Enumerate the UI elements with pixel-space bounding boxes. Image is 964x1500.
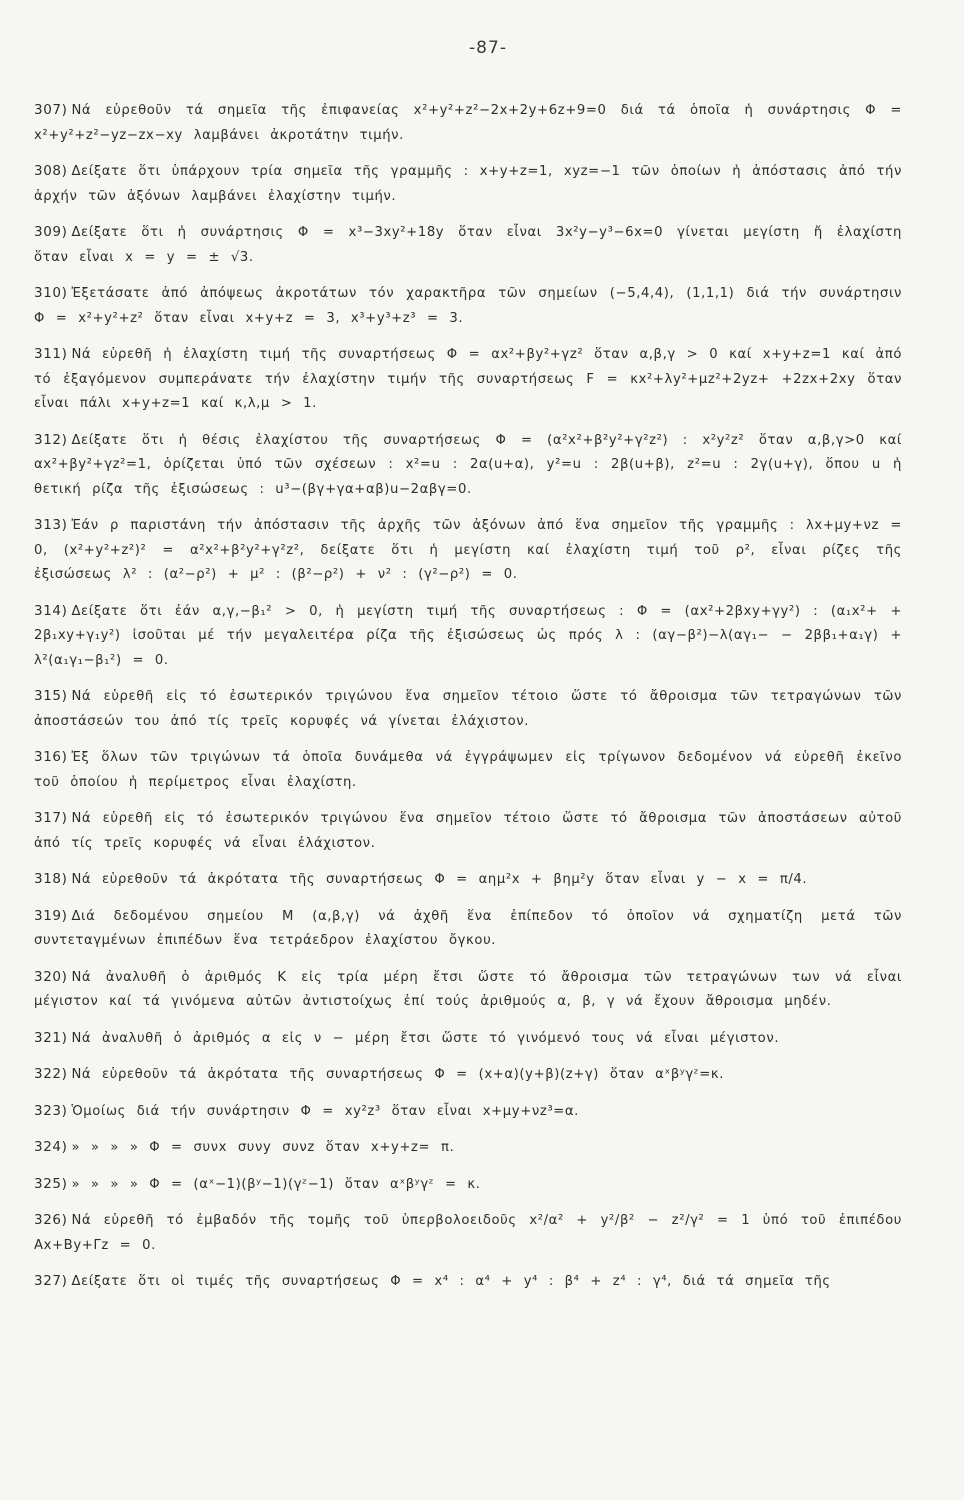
problem-number: 308) [34,163,68,179]
problem-item [34,281,902,331]
problem-text: Δείξατε ὅτι ἐάν α,γ,−β₁² > 0, ἡ μεγίστη τιμή τῆς συναρτήσεως : Φ = (αx²+2βxy+γy²) : (α₁x²+ + 2β₁xy+γ₁y²) ἰσοῦται μέ τήν μεγαλειτέρα ρίζα τῆς ἐξισώσεως ὡς πρός λ : (αγ−β²)−λ(αγ₁− − 2ββ₁+α₁γ) + λ²(α₁γ₁−β₁²) = 0. [34,603,902,668]
problem-item [34,1172,902,1198]
problem-text: Νά εὑρεθῆ εἰς τό ἐσωτερικόν τριγώνου ἕνα σημεῖον τέτοιο ὥστε τό ἄθροισμα τῶν τετραγώνων τῶν ἀποστάσεών του ἀπό τίς τρεῖς κορυφές νά γίνεται ἐλάχιστον. [34,689,902,729]
problem-item [34,1099,902,1125]
problem-number: 320) [34,968,68,985]
problem-item [34,867,902,893]
problem-number: 312) [34,431,68,448]
problem-text: Νά εὑρεθοῦν τά ἀκρότατα τῆς συναρτήσεως Φ = αημ²x + βημ²y ὅταν εἶναι y − x = π/4. [71,872,808,887]
problem-item [34,1269,902,1295]
problem-number: 310) [34,285,68,301]
problem-item [34,428,902,503]
problem-text: Δείξατε ὅτι ἡ συνάρτησις Φ = x³−3xy²+18y ὅταν εἶναι 3x²y−y³−6x=0 γίνεται μεγίστη ἤ ἐλαχίστη ὅταν εἶναι x = y = ± √3. [34,225,902,265]
problem-item [34,98,902,148]
problem-number: 313) [34,517,68,533]
problem-text: Δείξατε ὅτι ὑπάρχουν τρία σημεῖα τῆς γραμμῆς : x+y+z=1, xyz=−1 τῶν ὁποίων ἡ ἀπόστασις ἀπό τήν ἀρχήν τῶν ἀξόνων λαμβάνει ἐλαχίστην τιμήν. [34,164,902,204]
problem-number: 314) [34,602,68,619]
problem-text: Δείξατε ὅτι ἡ θέσις ἐλαχίστου τῆς συναρτήσεως Φ = (α²x²+β²y²+γ²z²) : x²y²z² ὅταν α,β,γ>0 καί αx²+βy²+γz²=1, ὁρίζεται ὑπό τῶν σχέσεων : x²=u : 2α(u+α), y²=u : 2β(u+β), z²=u : 2γ(u+γ), ὅπου u ἡ θετική ρίζα τῆς ἐξισώσεως : u³−(βγ+γα+αβ)u−2αβγ=0. [34,432,902,497]
problem-number: 318) [34,871,68,887]
problem-text: Διά δεδομένου σημείου Μ (α,β,γ) νά ἀχθῆ ἕνα ἐπίπεδον τό ὁποῖον νά σχηματίζη μετά τῶν συντεταγμένων ἐπιπέδων ἕνα τετράεδρον ἐλαχίστου ὄγκου. [34,908,902,948]
problem-text: Νά εὑρεθῆ εἰς τό ἐσωτερικόν τριγώνου ἕνα σημεῖον τέτοιο ὥστε τό ἄθροισμα τῶν ἀποστάσεων αὐτοῦ ἀπό τίς τρεῖς κορυφές νά εἶναι ἐλάχιστον. [34,811,902,851]
problem-text: Νά ἀναλυθῆ ὁ ἀριθμός Κ εἰς τρία μέρη ἔτσι ὥστε τό ἄθροισμα τῶν τετραγώνων των νά εἶναι μέγιστον καί τά γινόμενα αὐτῶν ἀντιστοίχως ἐπί τούς ἀριθμούς α, β, γ νά ἔχουν ἄθροισμα μηδέν. [34,969,902,1009]
problem-item [34,599,902,674]
problem-text: Ὁμοίως διά τήν συνάρτησιν Φ = xy²z³ ὅταν εἶναι x+μy+νz³=α. [71,1103,579,1119]
problem-text: Νά ἀναλυθῆ ὁ ἀριθμός α εἰς ν − μέρη ἔτσι ὥστε τό γινόμενό τους νά εἶναι μέγιστον. [71,1030,780,1046]
problem-item [34,965,902,1015]
problem-item [34,684,902,734]
page-number: -87- [469,38,507,58]
problem-number: 317) [34,810,68,826]
problem-item [34,904,902,954]
problem-number: 307) [34,102,68,118]
problem-item [34,513,902,588]
problem-number: 321) [34,1029,68,1046]
problem-item [34,342,902,417]
problem-list [34,98,902,1295]
problem-number: 322) [34,1066,68,1082]
problem-item [34,220,902,270]
problem-item [34,159,902,209]
problem-text: Νά εὑρεθοῦν τά ἀκρότατα τῆς συναρτήσεως Φ = (x+α)(y+β)(z+γ) ὅταν αˣβʸγᶻ=κ. [71,1067,725,1082]
problem-number: 315) [34,688,68,704]
problem-text: » » » » Φ = συνx συνy συνz ὅταν x+y+z= π. [71,1140,455,1155]
problem-item [34,1135,902,1161]
problem-item [34,1062,902,1088]
problem-number: 311) [34,346,68,362]
problem-number: 319) [34,907,68,924]
problem-item [34,1026,902,1052]
problem-text: Ἐξετάσατε ἀπό ἀπόψεως ἀκροτάτων τόν χαρακτῆρα τῶν σημείων (−5,4,4), (1,1,1) διά τήν συνάρτησιν Φ = x²+y²+z² ὅταν εἶναι x+y+z = 3, x³+y³+z³ = 3. [34,286,902,326]
problem-number: 326) [34,1212,68,1228]
problem-text: Ἐξ ὅλων τῶν τριγώνων τά ὁποῖα δυνάμεθα νά ἐγγράψωμεν εἰς τρίγωνον δεδομένον νά εὑρεθῆ ἐκεῖνο τοῦ ὁποίου ἡ περίμετρος εἶναι ἐλαχίστη. [34,750,902,790]
problem-text: Ἐάν ρ παριστάνη τήν ἀπόστασιν τῆς ἀρχῆς τῶν ἀξόνων ἀπό ἕνα σημεῖον τῆς γραμμῆς : λx+μy+νz = 0, (x²+y²+z²)² = α²x²+β²y²+γ²z², δείξατε ὅτι ἡ μεγίστη καί ἐλαχίστη τιμή τοῦ ρ², εἶναι ρίζες τῆς ἐξισώσεως λ² : (α²−ρ²) + μ² : (β²−ρ²) + ν² : (γ²−ρ²) = 0. [34,518,902,582]
problem-number: 325) [34,1175,68,1192]
problem-number: 324) [34,1139,68,1155]
problem-item [34,745,902,795]
problem-text: Νά εὑρεθῆ τό ἐμβαδόν τῆς τομῆς τοῦ ὑπερβολοειδοῦς x²/α² + y²/β² − z²/γ² = 1 ὑπό τοῦ ἐπιπέδου Αx+Βy+Γz = 0. [34,1213,902,1253]
problem-text: » » » » Φ = (αˣ−1)(βʸ−1)(γᶻ−1) ὅταν αˣβʸγᶻ = κ. [71,1176,481,1192]
problem-number: 309) [34,224,68,240]
problem-item [34,806,902,856]
problem-number: 323) [34,1102,68,1119]
problem-number: 327) [34,1273,68,1289]
problem-item [34,1208,902,1258]
problem-text: Νά εὑρεθῆ ἡ ἐλαχίστη τιμή τῆς συναρτήσεως Φ = αx²+βy²+γz² ὅταν α,β,γ > 0 καί x+y+z=1 καί ἀπό τό ἐξαγόμενον συμπεράνατε τήν ἐλαχίστην τιμήν τῆς συναρτήσεως F = κx²+λy²+μz²+2yz+ +2zx+2xy ὅταν εἶναι πάλι x+y+z=1 καί κ,λ,μ > 1. [34,347,902,411]
problem-text: Δείξατε ὅτι οἱ τιμές τῆς συναρτήσεως Φ = x⁴ : α⁴ + y⁴ : β⁴ + z⁴ : γ⁴, διά τά σημεῖα τῆς [71,1274,831,1289]
problem-text: Νά εὑρεθοῦν τά σημεῖα τῆς ἐπιφανείας x²+y²+z²−2x+2y+6z+9=0 διά τά ὁποῖα ἡ συνάρτησις Φ = x²+y²+z²−yz−zx−xy λαμβάνει ἀκροτάτην τιμήν. [34,103,902,143]
problem-number: 316) [34,749,68,765]
